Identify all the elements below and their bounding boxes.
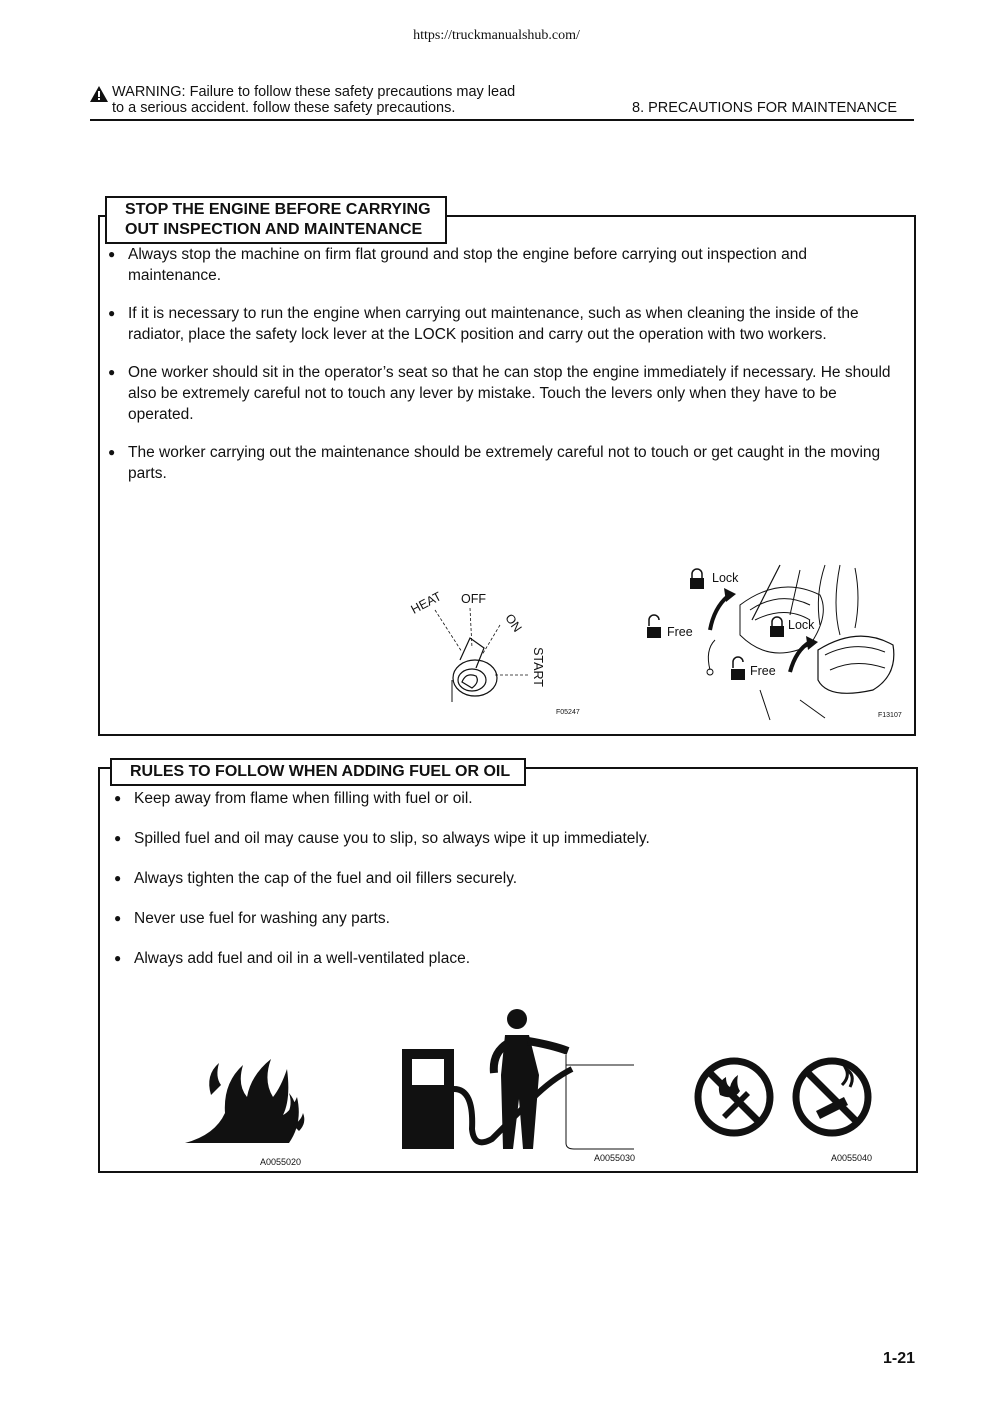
flame-icon	[183, 1055, 308, 1145]
list-item: ● Always stop the machine on firm flat ground and stop the engine before carrying out inspection and maintenance.	[108, 244, 900, 286]
warning-text-line2: to a serious accident. follow these safety precautions.	[112, 100, 456, 116]
lock-icon	[770, 617, 784, 637]
list-item: ● If it is necessary to run the engine when carrying out maintenance, such as when cleaning the inside of the radiator, place the safety lock lever at the LOCK position and carry out the operation with two workers.	[108, 303, 900, 345]
stop-engine-bullets	[108, 244, 900, 484]
image-code-fuel-pump: A0055030	[594, 1153, 636, 1163]
lever-label-lock-mid: Lock	[788, 618, 815, 632]
list-item: ● Always tighten the cap of the fuel and oil fillers securely.	[114, 868, 894, 889]
list-item: ● Keep away from flame when filling with fuel or oil.	[114, 788, 894, 809]
unlock-icon	[731, 657, 745, 680]
no-open-flame-icon	[692, 1055, 776, 1139]
image-code-flame: A0055020	[260, 1157, 302, 1167]
key-label-heat: HEAT	[408, 589, 444, 617]
unlock-icon	[647, 615, 661, 638]
stop-engine-title	[105, 196, 447, 244]
list-item: ● Spilled fuel and oil may cause you to slip, so always wipe it up immediately.	[114, 828, 894, 849]
stop-engine-title-line1: STOP THE ENGINE BEFORE CARRYING	[125, 201, 431, 218]
key-figure-code: F05247	[556, 709, 580, 716]
lever-label-free-bottom: Free	[750, 664, 776, 678]
section-title: 8. PRECAUTIONS FOR MAINTENANCE	[632, 100, 898, 116]
image-code-no-fire: A0055040	[831, 1153, 873, 1163]
source-url: https://truckmanualshub.com/	[413, 28, 580, 43]
key-label-start: START	[530, 647, 545, 687]
list-item: ● Never use fuel for washing any parts.	[114, 908, 894, 929]
warning-text-line1: WARNING: Failure to follow these safety precautions may lead	[112, 84, 516, 100]
list-item: ● The worker carrying out the maintenance should be extremely careful not to touch or get caught in the moving parts.	[108, 442, 900, 484]
lever-label-lock-top: Lock	[712, 571, 739, 585]
stop-engine-title-line2: OUT INSPECTION AND MAINTENANCE	[125, 221, 423, 238]
list-item: ● Always add fuel and oil in a well-ventilated place.	[114, 948, 894, 969]
warning-triangle-icon	[90, 86, 108, 102]
lever-figure-code: F13107	[878, 712, 902, 719]
header-rule	[90, 119, 914, 121]
fuel-oil-bullets	[114, 788, 894, 969]
key-label-off: OFF	[461, 592, 486, 606]
lever-label-free-left: Free	[667, 625, 693, 639]
page-number: 1-21	[883, 1350, 916, 1367]
no-smoking-icon	[790, 1055, 874, 1139]
lever-figure	[640, 560, 910, 720]
lock-icon	[690, 569, 704, 589]
fuel-oil-title: RULES TO FOLLOW WHEN ADDING FUEL OR OIL	[110, 758, 526, 786]
list-item: ● One worker should sit in the operator’s seat so that he can stop the engine immediately if necessary. He should also be extremely careful not to touch any lever by mistake. Touch the levers only when they have to be operated.	[108, 362, 900, 425]
key-label-on: ON	[502, 611, 525, 635]
fuel-pump-person-icon	[400, 1003, 640, 1153]
